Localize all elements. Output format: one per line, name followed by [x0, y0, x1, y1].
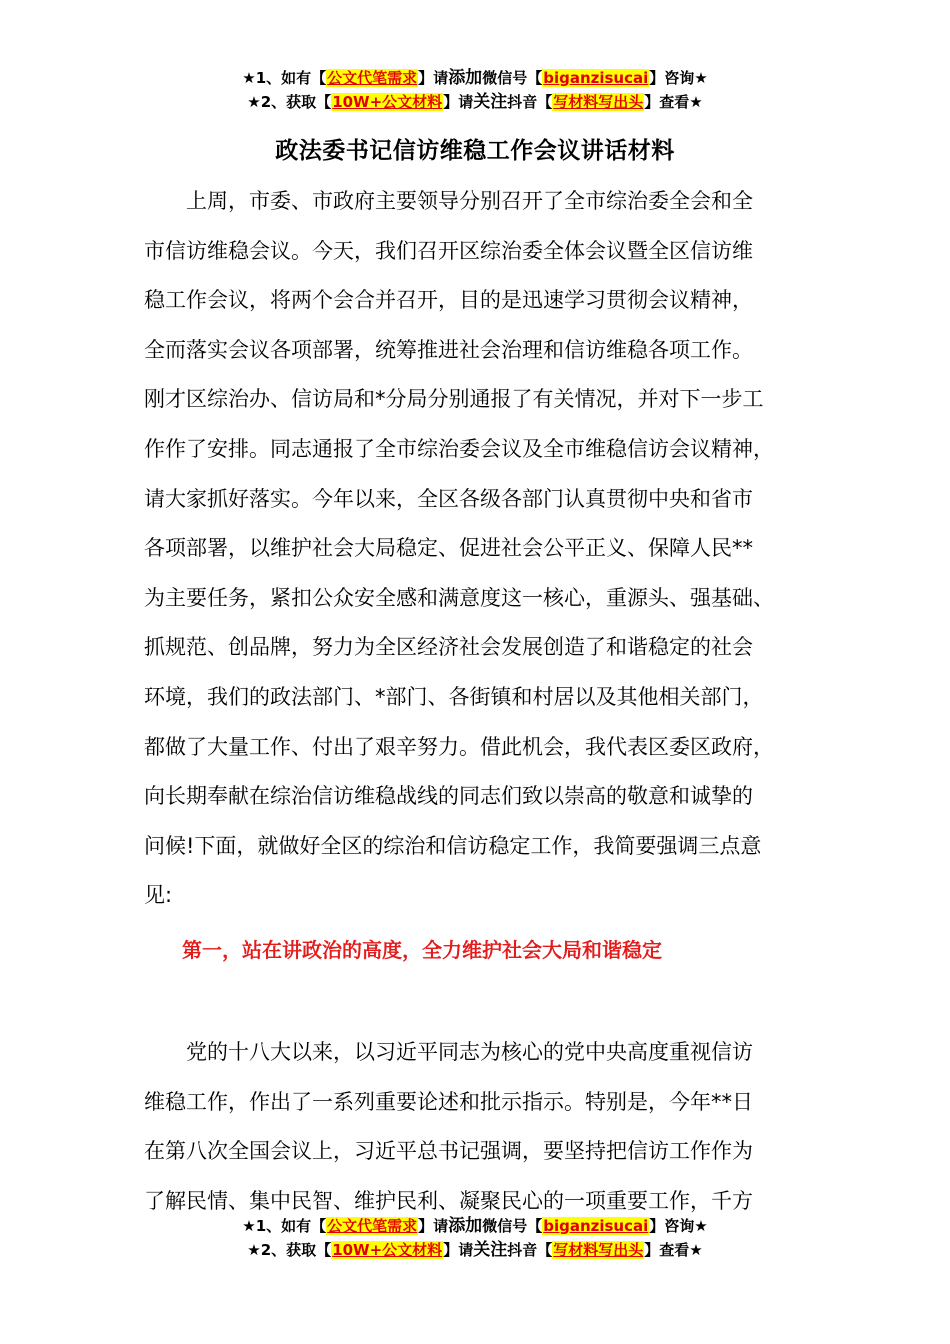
banner-emphasis: 添加 — [448, 68, 483, 88]
paragraph-line: 环境，我们的政法部门、*部门、各街镇和村居以及其他相关部门， — [144, 684, 764, 709]
banner-highlight: 公文代笔需求 — [327, 69, 418, 87]
paragraph-line: 见: — [144, 883, 173, 908]
banner-text: 抖音【 — [507, 1241, 553, 1259]
paragraph-line: 为主要任务，紧扣公众安全感和满意度这一核心，重源头、强基础、 — [144, 585, 774, 610]
banner-text: 】请 — [418, 69, 449, 87]
banner-text: 抖音【 — [507, 93, 553, 111]
banner-text: 微信号【 — [482, 1217, 543, 1235]
paragraph-line: 市信访维稳会议。今天，我们召开区综治委全体会议暨全区信访维 — [144, 238, 753, 263]
paragraph-line: 在第八次全国会议上，习近平总书记强调，要坚持把信访工作作为 — [144, 1139, 753, 1164]
banner-text: ★2、获取【 — [247, 1241, 332, 1259]
banner-emphasis: 添加 — [448, 1216, 483, 1236]
paragraph-line: 了解民情、集中民智、维护民利、凝聚民心的一项重要工作，千方 — [144, 1188, 753, 1213]
banner-text: ★1、如有【 — [242, 69, 327, 87]
paragraph-line: 刚才区综治办、信访局和*分局分别通报了有关情况，并对下一步工 — [144, 387, 764, 412]
top-banner — [0, 66, 950, 114]
banner-text: 微信号【 — [482, 69, 543, 87]
banner-text: 】查看★ — [644, 93, 703, 111]
banner-text: 】请 — [443, 1241, 474, 1259]
banner-text: 】请 — [443, 93, 474, 111]
banner-highlight: biganzisucai — [543, 69, 649, 87]
paragraph-line: 作作了安排。同志通报了全市综治委会议及全市维稳信访会议精神， — [144, 436, 774, 461]
banner-line-1 — [0, 1214, 950, 1238]
paragraph-line: 稳工作会议，将两个会合并召开，目的是迅速学习贯彻会议精神， — [144, 288, 753, 313]
bottom-banner — [0, 1214, 950, 1262]
paragraph-line: 抓规范、创品牌，努力为全区经济社会发展创造了和谐稳定的社会 — [144, 635, 753, 660]
banner-line-2 — [0, 90, 950, 114]
paragraph-line: 向长期奉献在综治信访维稳战线的同志们致以崇高的敬意和诚挚的 — [144, 784, 753, 809]
banner-highlight: 10W+公文材料 — [332, 93, 443, 111]
paragraph-line: 党的十八大以来，以习近平同志为核心的党中央高度重视信访 — [186, 1040, 753, 1064]
banner-highlight: 10W+公文材料 — [332, 1241, 443, 1259]
banner-highlight: biganzisucai — [543, 1217, 649, 1235]
banner-emphasis: 关注 — [473, 1240, 508, 1260]
banner-text: 】查看★ — [644, 1241, 703, 1259]
paragraph-line: 全而落实会议各项部署，统筹推进社会治理和信访维稳各项工作。 — [144, 337, 753, 362]
banner-text: ★2、获取【 — [247, 93, 332, 111]
paragraph-line: 上周，市委、市政府主要领导分别召开了全市综治委全会和全 — [186, 189, 753, 213]
paragraph-line: 各项部署，以维护社会大局稳定、促进社会公平正义、保障人民** — [144, 536, 753, 561]
body-paragraph — [144, 1028, 830, 1226]
banner-text: ★1、如有【 — [242, 1217, 327, 1235]
paragraph-line: 维稳工作，作出了一系列重要论述和批示指示。特别是，今年**日 — [144, 1089, 753, 1114]
paragraph-line: 请大家抓好落实。今年以来，全区各级各部门认真贯彻中央和省市 — [144, 486, 753, 511]
document-title: 政法委书记信访维稳工作会议讲话材料 — [275, 138, 675, 164]
banner-text: 】咨询★ — [649, 1217, 708, 1235]
banner-line-1 — [0, 66, 950, 90]
banner-highlight: 写材料写出头 — [553, 93, 644, 111]
paragraph-line: 都做了大量工作、付出了艰辛努力。借此机会，我代表区委区政府， — [144, 734, 774, 759]
body-paragraph — [144, 177, 830, 921]
banner-text: 】请 — [418, 1217, 449, 1235]
banner-highlight: 写材料写出头 — [553, 1241, 644, 1259]
banner-line-2 — [0, 1238, 950, 1262]
banner-text: 】咨询★ — [649, 69, 708, 87]
banner-highlight: 公文代笔需求 — [327, 1217, 418, 1235]
paragraph-line: 问候!下面，就做好全区的综治和信访稳定工作，我简要强调三点意 — [144, 833, 762, 858]
banner-emphasis: 关注 — [473, 92, 508, 112]
section-heading: 第一，站在讲政治的高度，全力维护社会大局和谐稳定 — [182, 938, 662, 962]
